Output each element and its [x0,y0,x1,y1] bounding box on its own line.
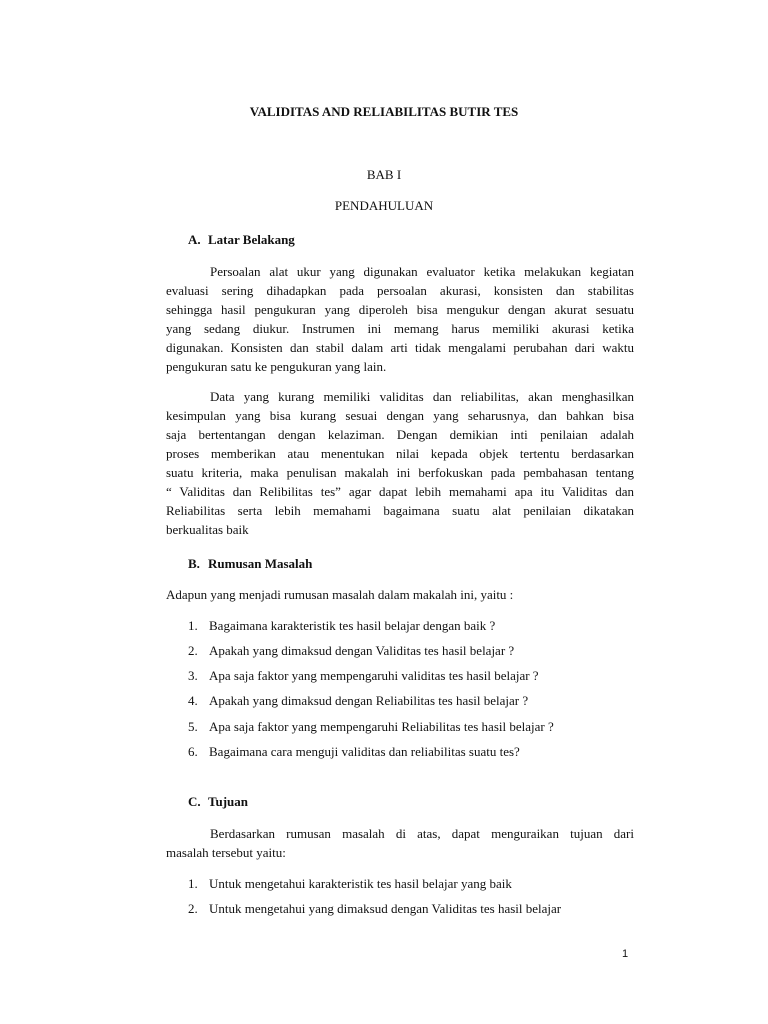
paragraph-line: proses memberikan atau menentukan nilai kepada objek tertentu berdasarkan [166,446,634,461]
list-item-text: Untuk mengetahui karakteristik tes hasil belajar yang baik [209,876,512,891]
list-item [188,668,539,684]
section-b-intro: Adapun yang menjadi rumusan masalah dalam makalah ini, yaitu : [166,587,514,602]
list-item-text: Apakah yang dimaksud dengan Validitas tes hasil belajar ? [209,643,515,658]
list-item [188,744,520,760]
list-item [188,693,528,709]
list-item-text: Apakah yang dimaksud dengan Reliabilitas tes hasil belajar ? [209,693,529,708]
list-item-number: 1. [188,876,198,891]
list-item-number: 1. [188,618,198,633]
paragraph-line: kesimpulan yang bisa kurang sesuai dengan yang seharusnya, dan bahkan bisa [166,408,634,423]
list-item-number: 6. [188,744,198,759]
list-item [188,618,495,634]
list-item-text: Bagaimana karakteristik tes hasil belajar dengan baik ? [209,618,496,633]
document-title: VALIDITAS AND RELIABILITAS BUTIR TES [249,104,519,119]
list-item-text: Apa saja faktor yang mempengaruhi validitas tes hasil belajar ? [209,668,539,683]
list-item [188,719,554,735]
section-c-paragraph [166,824,634,862]
list-item-number: 3. [188,668,198,683]
section-a-heading [188,232,295,248]
list-item-text: Apa saja faktor yang mempengaruhi Reliabilitas tes hasil belajar ? [209,719,554,734]
paragraph-line: masalah tersebut yaitu: [166,845,286,860]
paragraph-line: Reliabilitas serta lebih memahami bagaimana suatu alat penilaian dikatakan [166,503,634,518]
paragraph-line: saja bertentangan dengan kelaziman. Dengan demikian inti penilaian adalah [166,427,634,442]
section-a-title: Latar Belakang [208,232,295,247]
section-a-marker: A. [188,232,201,247]
paragraph-line: evaluasi sering dihadapkan pada persoalan akurasi, konsisten dan stabilitas [166,283,634,298]
list-item-number: 4. [188,693,198,708]
page-number: 1 [622,948,629,960]
paragraph-line: digunakan. Konsisten dan stabil dalam arti tidak mengalami perubahan dari waktu [166,340,634,355]
list-item-text: Untuk mengetahui yang dimaksud dengan Validitas tes hasil belajar [209,901,562,916]
section-c-heading [188,794,248,810]
section-c-title: Tujuan [208,794,248,809]
section-a-paragraph-1 [166,262,634,376]
list-item-number: 5. [188,719,198,734]
section-c-marker: C. [188,794,201,809]
list-item-text: Bagaimana cara menguji validitas dan reliabilitas suatu tes? [209,744,520,759]
section-b-marker: B. [188,556,200,571]
paragraph-line: berkualitas baik [166,522,249,537]
paragraph-line: pengukuran satu ke pengukuran yang lain. [166,359,387,374]
paragraph-line: Berdasarkan rumusan masalah di atas, dapat menguraikan tujuan dari [210,826,634,841]
list-item [188,643,514,659]
paragraph-line: suatu kriteria, maka penulisan makalah ini berfokuskan pada pembahasan tentang [166,465,634,480]
list-item [188,901,561,917]
section-a-paragraph-2 [166,387,634,539]
list-item-number: 2. [188,901,198,916]
chapter-label: BAB I [366,167,402,182]
section-b-title: Rumusan Masalah [208,556,313,571]
paragraph-line: sehingga hasil pengukuran yang diperoleh bisa mengukur dengan akurat sesuatu [166,302,634,317]
chapter-title: PENDAHULUAN [334,198,434,213]
list-item-number: 2. [188,643,198,658]
paragraph-line: Data yang kurang memiliki validitas dan reliabilitas, akan menghasilkan [210,389,634,404]
section-b-heading [188,556,312,572]
paragraph-line: yang sedang diukur. Instrumen ini memang harus memiliki akurasi ketika [166,321,634,336]
paragraph-line: Persoalan alat ukur yang digunakan evaluator ketika melakukan kegiatan [210,264,634,279]
list-item [188,876,512,892]
paragraph-line: “ Validitas dan Relibilitas tes” agar dapat lebih memahami apa itu Validitas dan [166,484,634,499]
